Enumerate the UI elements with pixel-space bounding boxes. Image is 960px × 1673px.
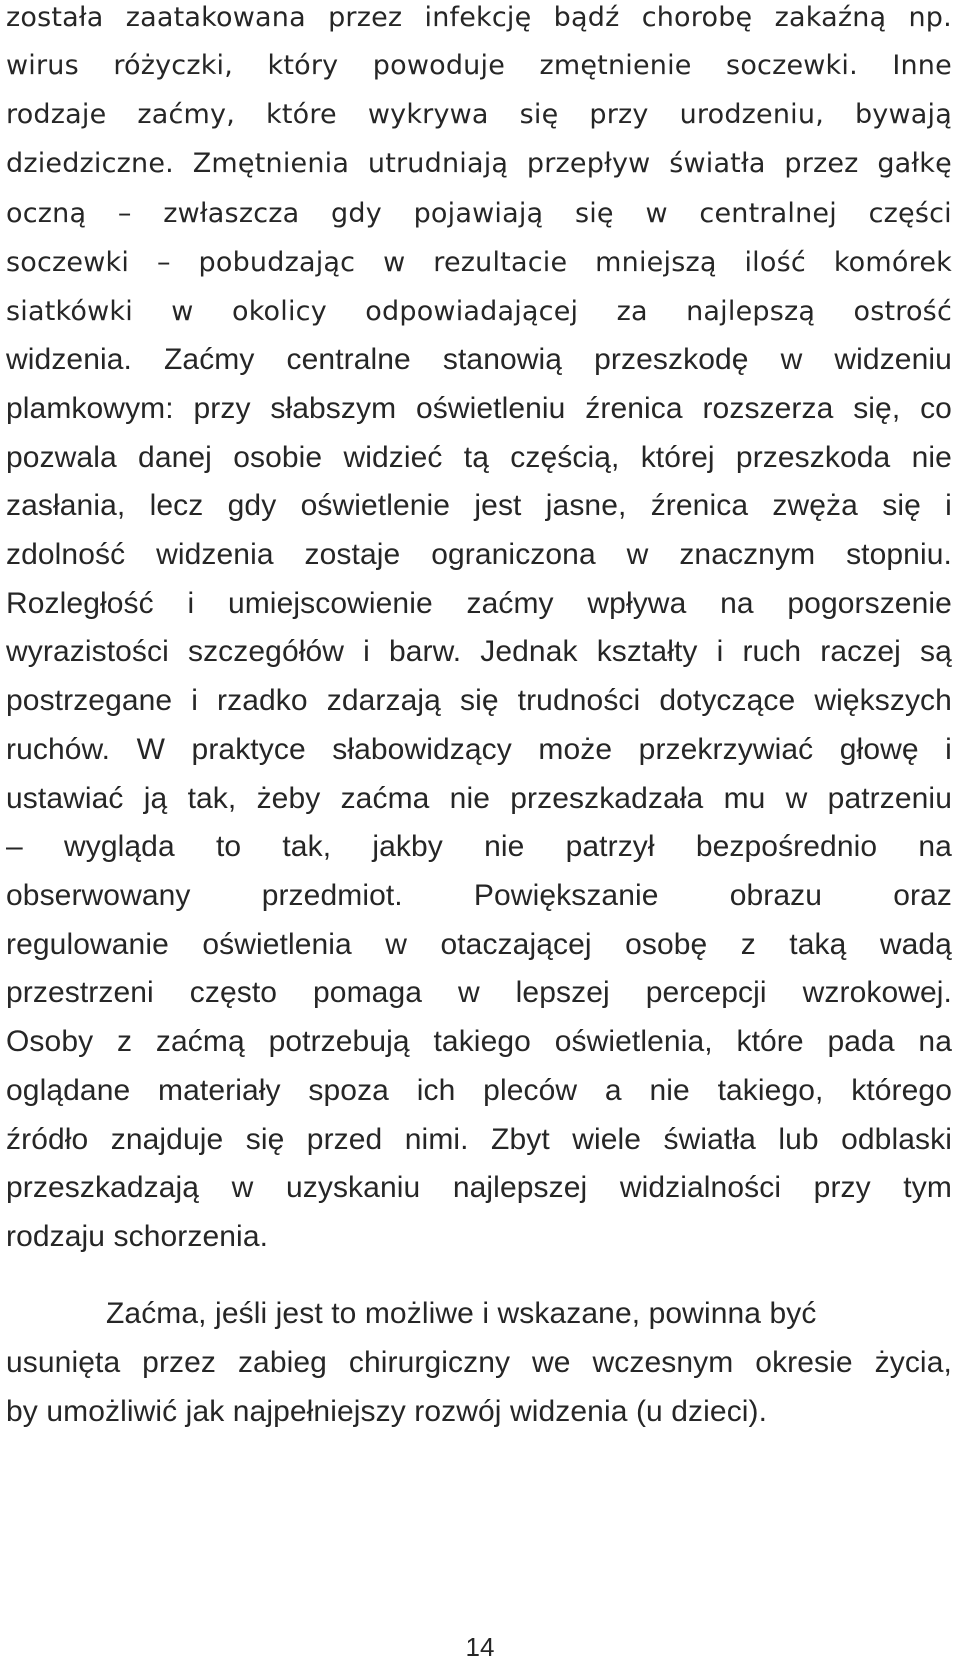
word: są — [919, 635, 952, 668]
word: nie — [484, 830, 525, 863]
text-line — [6, 148, 952, 179]
word: jest — [474, 489, 522, 522]
word: tą — [463, 441, 490, 474]
text-line — [6, 733, 952, 767]
word: siatkówki — [6, 296, 133, 327]
text-line — [6, 1074, 952, 1108]
word: obrazu — [729, 879, 823, 912]
word: oglądane — [6, 1074, 131, 1107]
word: przez — [328, 2, 403, 33]
word: wczesnym — [592, 1346, 734, 1379]
text-line — [6, 50, 952, 81]
word: źrenica — [650, 489, 749, 522]
word: jakby — [372, 830, 443, 863]
word: życia, — [874, 1346, 952, 1379]
word: takiego, — [717, 1074, 824, 1107]
word: zaćmy — [466, 587, 554, 620]
word: kształty — [596, 635, 698, 668]
word: wiele — [572, 1123, 642, 1156]
word: oczną — [6, 198, 87, 229]
word: i — [191, 684, 199, 717]
word: – — [117, 198, 132, 229]
word: danej — [138, 441, 212, 474]
word: na — [918, 1025, 952, 1058]
word: przeszkodę — [594, 343, 749, 376]
word: we — [532, 1346, 571, 1379]
word: Zbyt — [491, 1123, 550, 1156]
word: W — [136, 733, 166, 766]
word: którego — [851, 1074, 952, 1107]
word: najlepszej — [452, 1171, 588, 1204]
word: znajduje — [110, 1123, 224, 1156]
word: – — [156, 247, 171, 278]
word: infekcję — [424, 2, 532, 33]
word: zmętnienie — [539, 50, 692, 81]
word: wadą — [879, 928, 952, 961]
text-line — [6, 343, 952, 377]
word: oraz — [893, 879, 952, 912]
word: w — [383, 247, 406, 278]
word: na — [918, 830, 952, 863]
text-line — [6, 296, 952, 327]
word: i — [363, 635, 370, 668]
word: w — [780, 343, 803, 376]
word: tak, — [187, 782, 237, 815]
word: bądź — [553, 2, 620, 33]
word: szczegółów — [187, 635, 345, 668]
word: słabszym — [270, 392, 397, 425]
word: w — [645, 198, 668, 229]
word: co — [920, 392, 952, 425]
word: np. — [908, 2, 952, 33]
word: otaczającej — [440, 928, 592, 961]
word: Osoby — [6, 1025, 94, 1058]
word: Zmętnienia — [192, 148, 350, 179]
word: w — [457, 976, 480, 1009]
word: części — [868, 198, 952, 229]
word: trudności — [517, 684, 641, 717]
word: się — [459, 684, 499, 717]
text-line — [6, 99, 952, 130]
word: plamkowym: — [6, 392, 174, 425]
word: zasłania, — [6, 489, 126, 522]
word: wzrokowej. — [802, 976, 952, 1009]
word: ustawiać — [6, 782, 124, 815]
word: głowę — [839, 733, 919, 766]
word: się — [574, 198, 614, 229]
word: soczewki — [6, 247, 130, 278]
word: ruch — [742, 635, 802, 668]
word: przy — [193, 392, 251, 425]
word: wyrazistości — [6, 635, 169, 668]
word: regulowanie — [6, 928, 169, 961]
word: zdolność — [6, 538, 126, 571]
word: dotyczące — [659, 684, 796, 717]
word: zaćmy, — [137, 99, 236, 130]
word: częścią, — [510, 441, 620, 474]
word: i — [945, 489, 952, 522]
word: pozwala — [6, 441, 117, 474]
word: ruchów. — [6, 733, 111, 766]
word: mniejszą — [595, 247, 717, 278]
word: okolicy — [231, 296, 327, 327]
text-line: rodzaju schorzenia. — [6, 1220, 269, 1253]
text-line — [6, 1123, 952, 1157]
word: jasne, — [545, 489, 627, 522]
word: a — [604, 1074, 622, 1107]
word: mu — [723, 782, 766, 815]
word: żeby — [256, 782, 321, 815]
word: takiego — [433, 1025, 531, 1058]
word: w — [385, 928, 408, 961]
word: okresie — [755, 1346, 853, 1379]
text-line — [6, 198, 952, 229]
word: rodzaje — [6, 99, 107, 130]
word: które — [736, 1025, 804, 1058]
word: percepcji — [645, 976, 767, 1009]
word: osobie — [233, 441, 323, 474]
word: widzieć — [343, 441, 443, 474]
word: przedmiot. — [261, 879, 403, 912]
word: ich — [416, 1074, 456, 1107]
word: przeszkadzała — [510, 782, 704, 815]
word: przy — [813, 1171, 871, 1204]
text-line — [6, 1025, 952, 1059]
word: w — [626, 538, 649, 571]
word: patrzył — [565, 830, 655, 863]
word: przez — [784, 148, 859, 179]
word: wirus — [6, 50, 79, 81]
word: znacznym — [679, 538, 816, 571]
word: zaćmą — [155, 1025, 245, 1058]
word: osobę — [625, 928, 708, 961]
word: usunięta — [6, 1346, 121, 1379]
word: bezpośrednio — [695, 830, 878, 863]
word: rezultacie — [433, 247, 568, 278]
word: chirurgiczny — [348, 1346, 511, 1379]
word: chorobę — [641, 2, 753, 33]
word: wygląda — [63, 830, 175, 863]
word: została — [6, 2, 104, 33]
word: widzenia. — [6, 343, 132, 376]
word: lub — [778, 1123, 819, 1156]
word: często — [189, 976, 278, 1009]
word: zwęża — [772, 489, 858, 522]
word: raczej — [820, 635, 901, 668]
word: ilość — [744, 247, 806, 278]
word: światła — [669, 148, 766, 179]
word: soczewki. — [726, 50, 858, 81]
word: różyczki, — [113, 50, 234, 81]
word: widzenia — [156, 538, 274, 571]
word: uzyskaniu — [285, 1171, 421, 1204]
text-line — [6, 879, 952, 913]
word: komórek — [833, 247, 952, 278]
word: przeszkoda — [735, 441, 891, 474]
word: pojawiają — [413, 198, 544, 229]
word: przekrzywiać — [638, 733, 814, 766]
word: Jednak — [480, 635, 578, 668]
word: zabieg — [237, 1346, 327, 1379]
word: źródło — [6, 1123, 89, 1156]
word: zdarzają — [326, 684, 441, 717]
word: przez — [142, 1346, 217, 1379]
word: z — [740, 928, 756, 961]
word: oświetlenia, — [554, 1025, 713, 1058]
word: przepływ — [526, 148, 651, 179]
word: w — [171, 296, 194, 327]
page-number: 14 — [465, 1632, 495, 1662]
word: ostrość — [853, 296, 952, 327]
word: to — [215, 830, 242, 863]
word: nie — [911, 441, 952, 474]
word: rozszerza — [702, 392, 834, 425]
word: oświetlenie — [300, 489, 451, 522]
word: zwłaszcza — [163, 198, 300, 229]
word: może — [538, 733, 613, 766]
word: w — [785, 782, 808, 815]
word: lepszej — [515, 976, 610, 1009]
word: światła — [663, 1123, 756, 1156]
word: barw. — [388, 635, 462, 668]
text-line — [6, 2, 952, 33]
word: które — [266, 99, 337, 130]
word: wykrywa — [367, 99, 489, 130]
text-line: by umożliwić jak najpełniejszy rozwój widzenia (u dzieci). — [6, 1395, 768, 1428]
word: dziedziczne. — [6, 148, 174, 179]
word: – — [6, 830, 23, 863]
word: obserwowany — [6, 879, 191, 912]
word: centralne — [286, 343, 411, 376]
word: z — [117, 1025, 133, 1058]
word: utrudniają — [367, 148, 509, 179]
word: przed — [306, 1123, 383, 1156]
word: odpowiadającej — [365, 296, 579, 327]
word: i — [187, 587, 195, 620]
word: ograniczona — [431, 538, 596, 571]
word: stopniu. — [846, 538, 952, 571]
word: postrzegane — [6, 684, 173, 717]
text-line — [6, 782, 952, 816]
word: Powiększanie — [473, 879, 659, 912]
word: bywają — [854, 99, 952, 130]
text-line — [6, 635, 952, 669]
word: przeszkadzają — [6, 1171, 200, 1204]
paragraph-first-line: Zaćma, jeśli jest to możliwe i wskazane, powinna być — [106, 1297, 817, 1330]
word: lecz — [149, 489, 204, 522]
word: nimi. — [404, 1123, 469, 1156]
word: gałkę — [877, 148, 952, 179]
word: pada — [827, 1025, 895, 1058]
text-line — [6, 441, 952, 475]
word: stanowią — [442, 343, 563, 376]
word: gdy — [227, 489, 277, 522]
word: słabowidzący — [332, 733, 512, 766]
word: patrzeniu — [827, 782, 952, 815]
word: nie — [649, 1074, 690, 1107]
word: zakaźną — [774, 2, 887, 33]
word: widzeniu — [834, 343, 952, 376]
word: wpływa — [587, 587, 687, 620]
text-line — [6, 538, 952, 572]
word: pleców — [483, 1074, 578, 1107]
word: materiały — [158, 1074, 281, 1107]
text-line — [6, 392, 952, 426]
word: widzialności — [619, 1171, 782, 1204]
word: na — [720, 587, 754, 620]
word: źrenica — [585, 392, 683, 425]
word: Inne — [892, 50, 952, 81]
word: urodzeniu, — [679, 99, 824, 130]
text-line — [6, 976, 952, 1010]
word: spoza — [308, 1074, 389, 1107]
word: się — [245, 1123, 285, 1156]
word: większych — [814, 684, 952, 717]
word: i — [716, 635, 724, 668]
text-line — [6, 489, 952, 523]
word: pogorszenie — [787, 587, 952, 620]
word: się, — [853, 392, 901, 425]
word: tym — [903, 1171, 952, 1204]
word: taką — [789, 928, 847, 961]
text-line — [6, 928, 952, 962]
text-line — [6, 830, 952, 864]
word: umiejscowienie — [227, 587, 433, 620]
word: oświetleniu — [415, 392, 566, 425]
word: który — [267, 50, 339, 81]
word: przestrzeni — [6, 976, 154, 1009]
text-line — [6, 587, 952, 621]
word: powoduje — [372, 50, 506, 81]
word: i — [945, 733, 952, 766]
word: zostaje — [304, 538, 401, 571]
word: centralnej — [699, 198, 837, 229]
text-line — [6, 1171, 952, 1205]
text-line — [6, 684, 952, 718]
text-line — [6, 247, 952, 278]
word: praktyce — [191, 733, 306, 766]
word: oświetlenia — [202, 928, 352, 961]
word: ją — [143, 782, 168, 815]
word: tak, — [282, 830, 332, 863]
word: zaatakowana — [125, 2, 306, 33]
word: przy — [589, 99, 649, 130]
word: rzadko — [217, 684, 308, 717]
word: w — [231, 1171, 254, 1204]
word: nie — [449, 782, 491, 815]
word: Rozległość — [6, 587, 154, 620]
word: pomaga — [313, 976, 423, 1009]
word: odblaski — [841, 1123, 952, 1156]
word: potrzebują — [268, 1025, 410, 1058]
word: której — [640, 441, 715, 474]
word: Zaćmy — [164, 343, 255, 376]
word: pobudzając — [198, 247, 356, 278]
word: za — [616, 296, 648, 327]
word: najlepszą — [686, 296, 816, 327]
word: gdy — [331, 198, 382, 229]
text-line — [6, 1346, 952, 1380]
word: się — [519, 99, 559, 130]
word: zaćma — [340, 782, 430, 815]
word: się — [882, 489, 921, 522]
